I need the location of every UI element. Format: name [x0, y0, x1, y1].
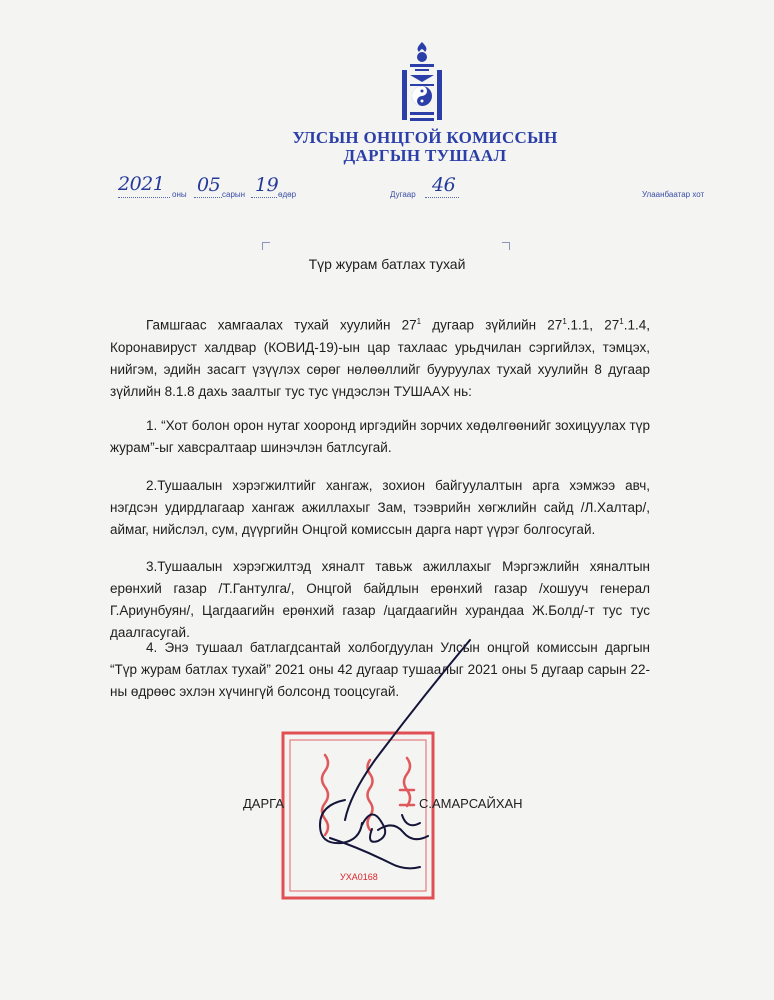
year-suffix: оны: [172, 190, 187, 199]
city-label: Улаанбаатар хот: [642, 190, 705, 199]
org-name-line2: ДАРГЫН ТУШААЛ: [343, 146, 507, 165]
handwritten-number: 46: [432, 174, 456, 196]
soyombo-emblem-icon: [396, 40, 448, 126]
signatory-name: С.АМАРСАЙХАН: [419, 796, 523, 811]
handwritten-year: 2021: [118, 173, 165, 195]
item-1: 1. “Хот болон орон нутаг хооронд иргэдийн зорчих хөдөлгөөнийг зохицуулах түр журам”-ыг хавсралтаар шинэчлэн батлсугай.: [110, 418, 650, 455]
item-2: 2.Тушаалын хэрэгжилтийг хангаж, зохион байгуулалтын арга хэмжээ авч, нэгдсэн удирдлагаар хангаж ажиллахыг Зам, тээврийн хөгжлийн сайд /Л.Халтар/, аймаг, нийслэл, сум, дүүргийн Онцгой комиссын дарга нарт үүрэг болгосугай.: [110, 478, 650, 537]
handwritten-month: 05: [197, 174, 221, 196]
day-suffix: өдөр: [278, 190, 297, 199]
item-4: 4. Энэ тушаал батлагдсантай холбогдуулан Улсын онцгой комиссын даргын “Түр журам батлах тухай” 2021 оны 42 дугаар тушаалыг 2021 оны 5 дугаар сарын 22-ны өдрөөс эхлэн хүчингүй болсонд тооцсугай.: [110, 640, 650, 699]
handwritten-day: 19: [255, 174, 279, 196]
org-name-line1: УЛСЫН ОНЦГОЙ КОМИССЫН: [292, 128, 558, 147]
number-label: Дугаар: [390, 190, 416, 199]
signatory-title: ДАРГА: [243, 796, 284, 811]
stamp-code: УХА0168: [340, 872, 378, 882]
intro-paragraph: Гамшгаас хамгаалах тухай хуулийн $27^1$ дугаар зүйлийн $27^1.1.1$, $27^1.1.4$, Коронавируст халдвар (КОВИД-19)-ын цар тахлаас урьдчилан сэргийлэх, тэмцэх, нийгэм, эдийн засагт үзүүлэх сөрөг нөлөөллийг бууруулах тухай хуулийн 8 дугаар зүйлийн 8.1.8 дахь заалтыг тус тус үндэслэн ТУШААХ нь:: [110, 317, 650, 399]
month-suffix: сарын: [222, 190, 246, 199]
document-title: Түр журам батлах тухай: [308, 256, 466, 272]
item-3: 3.Тушаалын хэрэгжилтэд хяналт тавьж ажиллахыг Мэргэжлийн хяналтын ерөнхий газар /Т.Гантулга/, Онцгой байдлын ерөнхий газар /хошууч генерал Г.Ариунбуян/, Цагдаагийн ерөнхий газар /цагдаагийн хурандаа Ж.Болд/-т тус тус даалгасугай.: [110, 559, 650, 640]
